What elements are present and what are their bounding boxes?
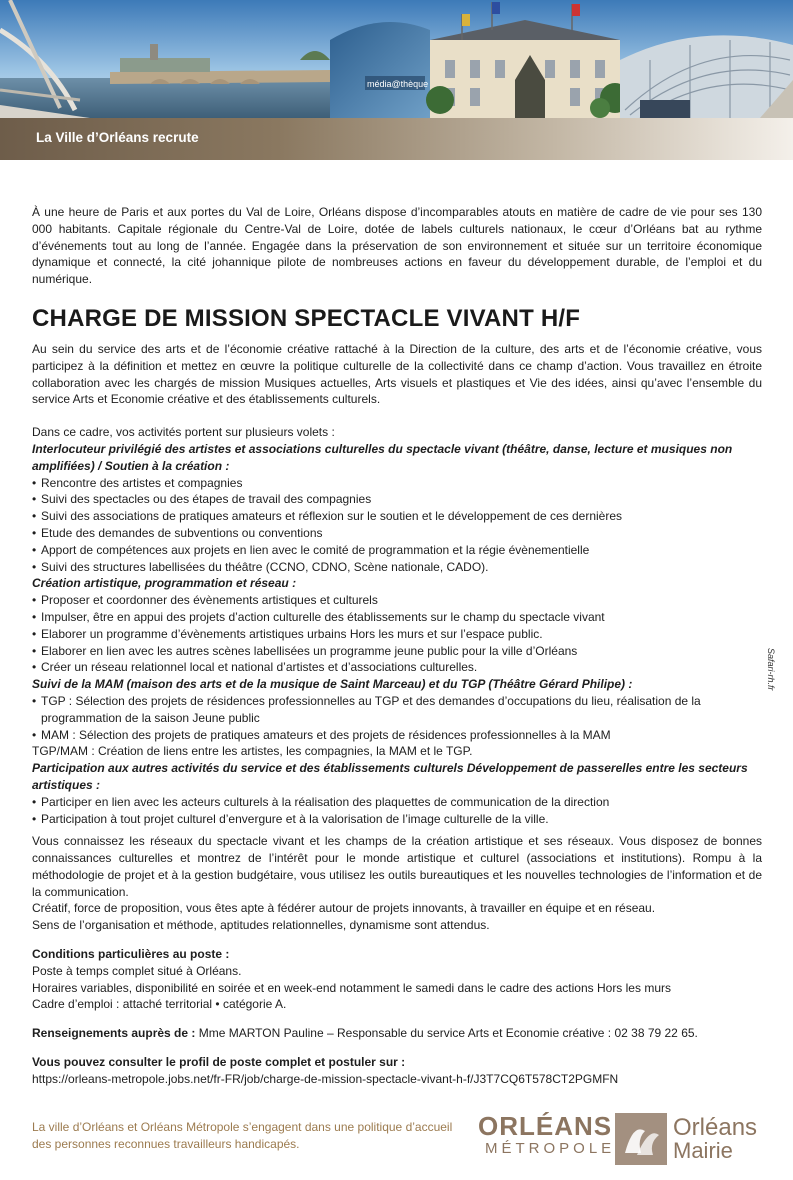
logo-mairie-word1: Orléans	[673, 1114, 758, 1141]
section-title: Participation aux autres activités du service et des établissements culturels Développement de passerelles entre les secteurs artistiques :	[32, 761, 748, 792]
contact-label: Renseignements auprès de :	[32, 1026, 196, 1041]
orleans-metropole-logo	[478, 1111, 616, 1164]
svg-text:média@thèque: média@thèque	[367, 79, 429, 89]
section-note: TGP/MAM : Création de liens entre les artistes, les compagnies, la MAM et le TGP.	[32, 744, 473, 759]
list-item: • Rencontre des artistes et compagnies	[32, 475, 762, 492]
list-item: • Suivi des spectacles ou des étapes de travail des compagnies	[32, 491, 762, 508]
conditions-line: Horaires variables, disponibilité en soirée et en week-end notamment le samedi dans le cadre des actions Hors les murs	[32, 980, 671, 995]
section-list	[32, 592, 762, 676]
list-item: • TGP : Sélection des projets de résidences professionnelles au TGP et des demandes d’occupations du lieu, réalisation de la programmation de la saison Jeune public	[32, 693, 762, 727]
list-item: • Elaborer un programme d’évènements artistiques urbains Hors les murs et sur l’espace public.	[32, 626, 762, 643]
footer-disclaimer: La ville d’Orléans et Orléans Métropole s’engagent dans une politique d’accueil des personnes reconnues travailleurs handicapés.	[32, 1120, 453, 1151]
logo-metropole-word1: ORLÉANS	[478, 1111, 613, 1141]
conditions-label: Conditions particulières au poste :	[32, 947, 230, 962]
header-banner-photo	[0, 0, 793, 118]
apply-url[interactable]: https://orleans-metropole.jobs.net/fr-FR/job/charge-de-mission-spectacle-vivant-h-f/J3T7CQ6T578CT2PGMFN	[32, 1071, 619, 1086]
list-item: • Apport de compétences aux projets en lien avec le comité de programmation et la régie évènementielle	[32, 542, 762, 559]
section-title: Création artistique, programmation et réseau :	[32, 576, 297, 591]
activities-intro: Dans ce cadre, vos activités portent sur plusieurs volets :	[32, 425, 335, 440]
logo-mairie-word2: Mairie	[673, 1138, 733, 1163]
list-item: • Participation à tout projet culturel d’envergure et à la valorisation de l’image culturelle de la ville.	[32, 811, 762, 828]
conditions-line: Cadre d’emploi : attaché territorial • catégorie A.	[32, 997, 287, 1012]
intro-paragraph: À une heure de Paris et aux portes du Val de Loire, Orléans dispose d’incomparables atouts en matière de cadre de vie pour ses 130 000 habitants. Capitale régionale du Centre-Val de Loire, dotée de labels culturels nationaux, le cœur d’Orléans bat au rythme d’événements tout au long de l’année. Engagée dans la préservation de son environnement et située sur un territoire économique dynamique et connecté, la cité johannique pilote de nombreuses actions en faveur du développement durable, de l’emploi et du numérique.	[32, 205, 762, 287]
section-list	[32, 475, 762, 576]
main-content	[32, 204, 762, 1088]
job-title: CHARGE DE MISSION SPECTACLE VIVANT H/F	[32, 304, 581, 332]
conditions-line: Poste à temps complet situé à Orléans.	[32, 963, 242, 978]
contact-text: Mme MARTON Pauline – Responsable du service Arts et Economie créative : 02 38 79 22 65.	[195, 1026, 698, 1041]
side-credit: Safari-rh.fr	[766, 648, 776, 691]
apply-label: Vous pouvez consulter le profil de poste complet et postuler sur :	[32, 1055, 406, 1070]
section-title: Suivi de la MAM (maison des arts et de la musique de Saint Marceau) et du TGP (Théâtre Gérard Philipe) :	[32, 677, 633, 692]
description-paragraph: Au sein du service des arts et de l’économie créative rattaché à la Direction de la culture, des arts et de l’économie créative, vous participez à la définition et mettez en œuvre la politique culturelle de la collectivité dans ce champ d’action. Vous travaillez en étroite collaboration avec les chargés de mission Musiques actuelles, Arts visuels et plastiques et Vie des idées, ainsi qu’avec l’ensemble du service Arts et Economie créative et des établissements culturels.	[32, 341, 762, 407]
list-item: • Proposer et coordonner des évènements artistiques et culturels	[32, 592, 762, 609]
list-item: • Participer en lien avec les acteurs culturels à la réalisation des plaquettes de communication de la direction	[32, 794, 762, 811]
list-item: • Créer un réseau relationnel local et national d’artistes et d’associations culturelles.	[32, 659, 762, 676]
orleans-mairie-logo	[615, 1113, 775, 1167]
profile-paragraph: Créatif, force de proposition, vous êtes apte à fédérer autour de projets innovants, à travailler en équipe et en réseau.	[32, 901, 656, 916]
list-item: • MAM : Sélection des projets de pratiques amateurs et des projets de résidences professionnelles à la MAM	[32, 727, 762, 744]
section-list	[32, 693, 762, 743]
fleur-mark-icon	[615, 1113, 667, 1165]
profile-paragraph: Sens de l’organisation et méthode, aptitudes relationnelles, dynamisme sont attendus.	[32, 918, 490, 933]
section-list	[32, 794, 762, 828]
list-item: • Suivi des associations de pratiques amateurs et réflexion sur le soutien et le développement de ces dernières	[32, 508, 762, 525]
header-bar	[0, 118, 793, 160]
list-item: • Suivi des structures labellisées du théâtre (CCNO, CDNO, Scène nationale, CADO).	[32, 559, 762, 576]
profile-paragraph: Vous connaissez les réseaux du spectacle vivant et les champs de la création artistique et ses réseaux. Vous disposez de bonnes connaissances culturelles et montrez de l’intérêt pour le monde artistique et culturel (associations et institutions). Rompu à la méthodologie de projet et à la gestion budgétaire, vous utilisez les outils bureautiques et les nouvelles technologies de l’information et de la communication.	[32, 834, 762, 899]
header-title: La Ville d’Orléans recrute	[36, 130, 199, 145]
list-item: • Elaborer en lien avec les autres scènes labellisées un programme jeune public pour la ville d’Orléans	[32, 643, 762, 660]
list-item: • Etude des demandes de subventions ou conventions	[32, 525, 762, 542]
section-title: Interlocuteur privilégié des artistes et associations culturelles du spectacle vivant (théâtre, danse, lecture et musiques non amplifiées) / Soutien à la création :	[32, 441, 733, 473]
logo-metropole-word2: MÉTROPOLE	[485, 1140, 616, 1157]
list-item: • Impulser, être en appui des projets d’action culturelle des établissements sur le champ du spectacle vivant	[32, 609, 762, 626]
contact-line	[32, 1025, 762, 1042]
